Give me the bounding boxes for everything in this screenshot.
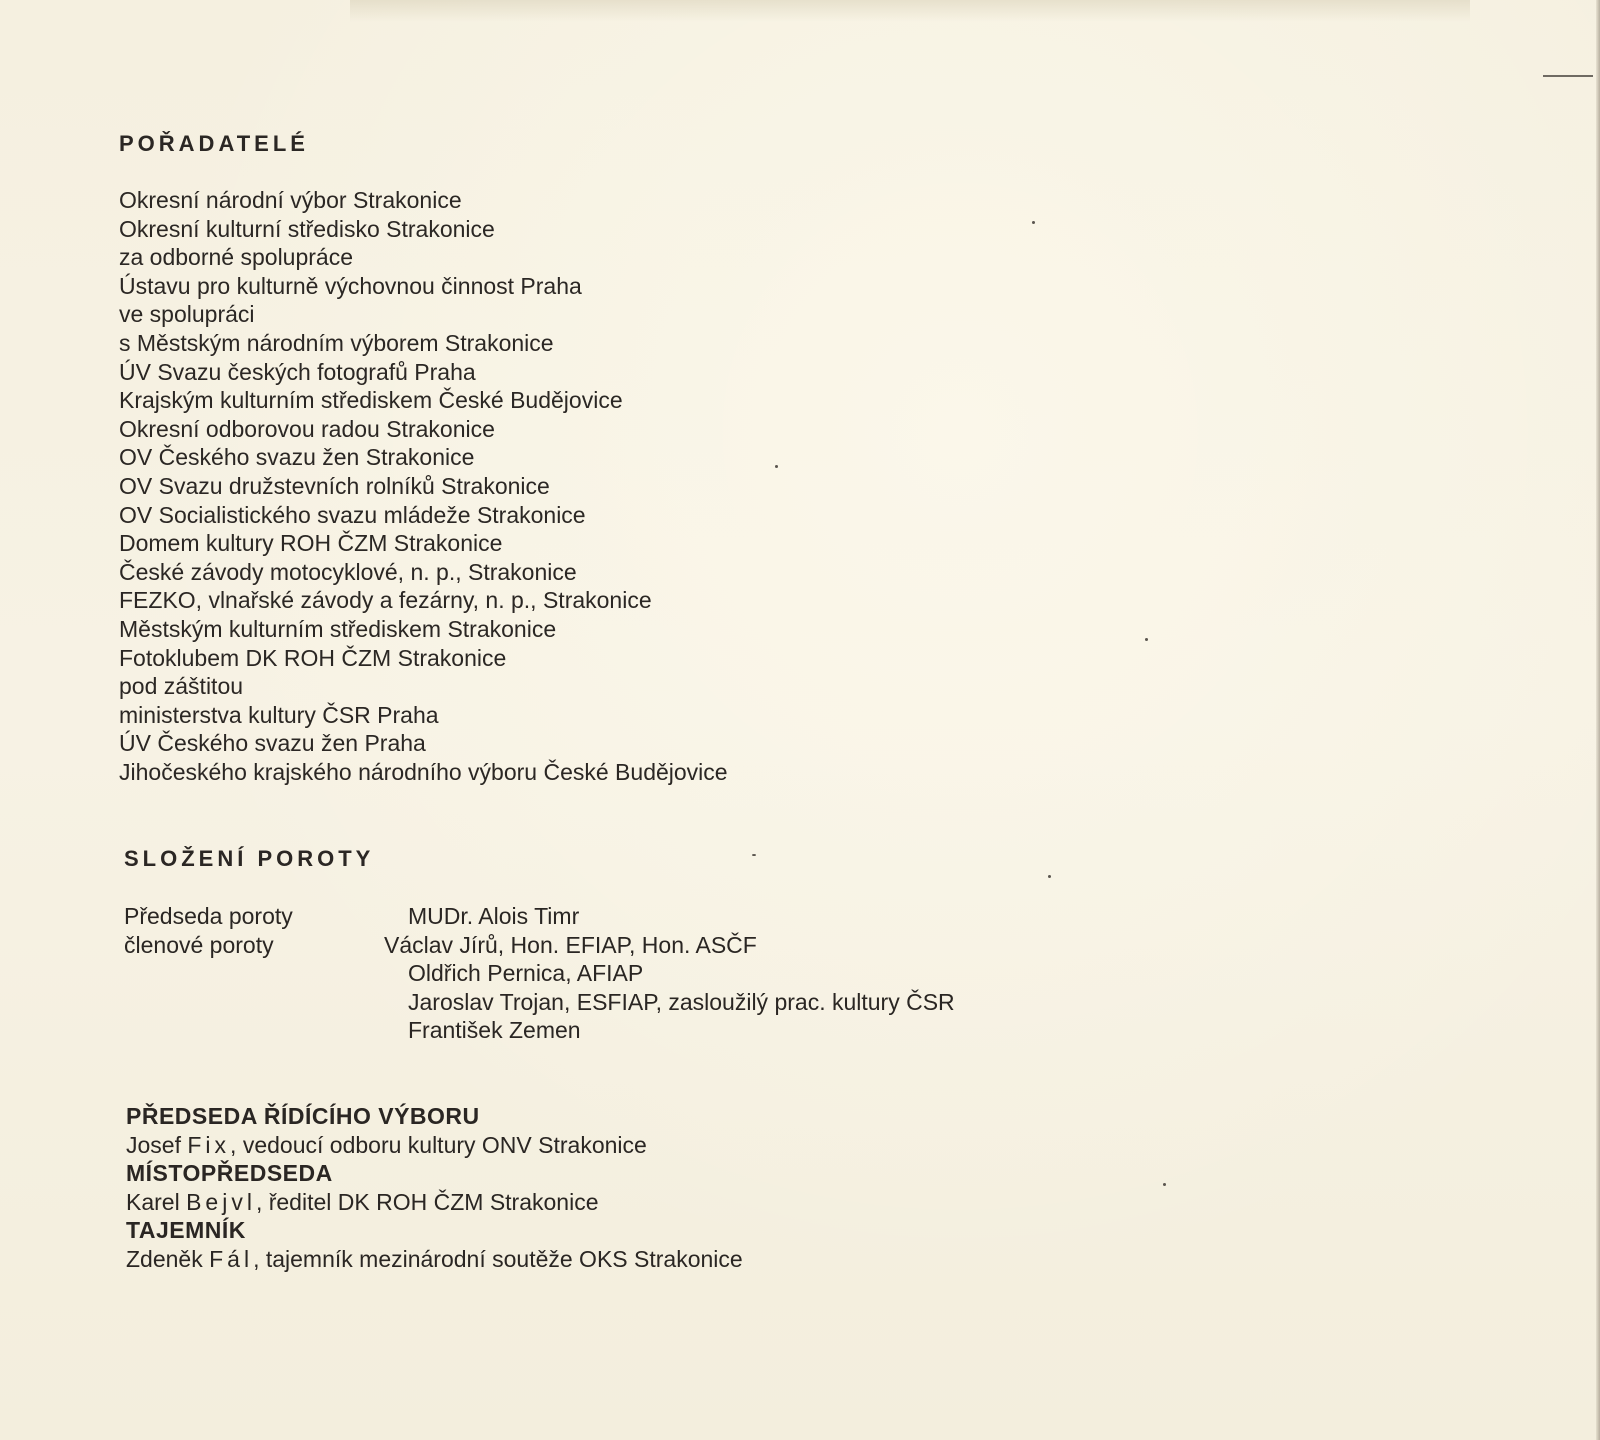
organizer-line: Domem kultury ROH ČZM Strakonice: [119, 530, 503, 557]
committee-vice-first: Karel: [126, 1188, 180, 1215]
organizer-line: Krajským kulturním střediskem České Budějovice: [119, 387, 623, 414]
organizers-heading: POŘADATELÉ: [119, 131, 309, 156]
organizer-line: Městským kulturním střediskem Strakonice: [119, 615, 557, 642]
committee-vice-desc: , ředitel DK ROH ČZM Strakonice: [255, 1188, 599, 1215]
jury-chair-name: MUDr. Alois Timr: [408, 903, 580, 929]
paper-speck: [775, 465, 778, 468]
committee-secretary-role: TAJEMNÍK: [126, 1217, 246, 1244]
edge-mark: [1543, 75, 1593, 77]
committee-chair-line: [126, 1131, 743, 1160]
committee-chair-desc: , vedoucí odboru kultury ONV Strakonice: [230, 1131, 647, 1158]
organizer-line: Okresní kulturní středisko Strakonice: [119, 215, 495, 242]
committee-secretary-last: Fál: [209, 1245, 254, 1272]
organizer-line: ve spolupráci: [119, 301, 255, 328]
organizer-line: Jihočeského krajského národního výboru České Budějovice: [119, 758, 728, 785]
organizer-line: Okresní odborovou radou Strakonice: [119, 415, 495, 442]
organizer-line: Ústavu pro kulturně výchovnou činnost Praha: [119, 272, 582, 299]
organizers-list: [119, 186, 728, 786]
jury-member: Jaroslav Trojan, ESFIAP, zasloužilý prac. kultury ČSR: [408, 988, 955, 1015]
organizer-line: za odborné spolupráce: [119, 244, 353, 271]
paper-speck: [1163, 1183, 1166, 1186]
organizer-line: ÚV Svazu českých fotografů Praha: [119, 358, 476, 385]
committee-chair-first: Josef: [126, 1131, 181, 1158]
paper-speck: [1048, 875, 1051, 878]
committee-secretary-first: Zdeněk: [126, 1245, 203, 1272]
jury-member: Václav Jírů, Hon. EFIAP, Hon. ASČF: [384, 931, 757, 958]
jury-chair-label: Předseda poroty: [124, 903, 293, 929]
jury-values: [384, 902, 955, 1045]
organizer-line: OV Českého svazu žen Strakonice: [119, 444, 475, 471]
jury-member: František Zemen: [408, 1017, 581, 1044]
page-shadow: [350, 0, 1470, 22]
committee-chair-role: PŘEDSEDA ŘÍDÍCÍHO VÝBORU: [126, 1103, 480, 1129]
jury-heading: SLOŽENÍ POROTY: [124, 846, 375, 871]
paper-speck: [1145, 638, 1148, 641]
jury-member: Oldřich Pernica, AFIAP: [408, 960, 644, 987]
committee-vice-role: MÍSTOPŘEDSEDA: [126, 1160, 333, 1187]
organizer-line: OV Svazu družstevních rolníků Strakonice: [119, 472, 550, 499]
committee-chair-last: Fix: [187, 1131, 231, 1158]
committee-vice-line: [126, 1188, 743, 1217]
committee-secretary-desc: , tajemník mezinárodní soutěže OKS Strakonice: [253, 1245, 743, 1272]
organizer-line: OV Socialistického svazu mládeže Strakonice: [119, 501, 586, 528]
jury-members-label: členové poroty: [124, 931, 274, 958]
organizer-line: Okresní národní výbor Strakonice: [119, 187, 462, 213]
organizer-line: ministerstva kultury ČSR Praha: [119, 701, 439, 728]
organizer-line: pod záštitou: [119, 673, 244, 700]
jury-labels: [124, 902, 293, 959]
organizer-line: ÚV Českého svazu žen Praha: [119, 730, 426, 757]
committee-block: [126, 1102, 743, 1274]
page-edge: [1596, 0, 1600, 1440]
committee-vice-last: Bejvl: [186, 1188, 256, 1215]
committee-secretary-line: [126, 1245, 743, 1274]
organizer-line: České závody motocyklové, n. p., Strakonice: [119, 558, 577, 585]
paper-speck: [752, 854, 756, 856]
organizer-line: Fotoklubem DK ROH ČZM Strakonice: [119, 644, 507, 671]
organizer-line: FEZKO, vlnařské závody a fezárny, n. p., Strakonice: [119, 587, 652, 614]
paper-speck: [1032, 221, 1035, 224]
organizer-line: s Městským národním výborem Strakonice: [119, 329, 554, 356]
